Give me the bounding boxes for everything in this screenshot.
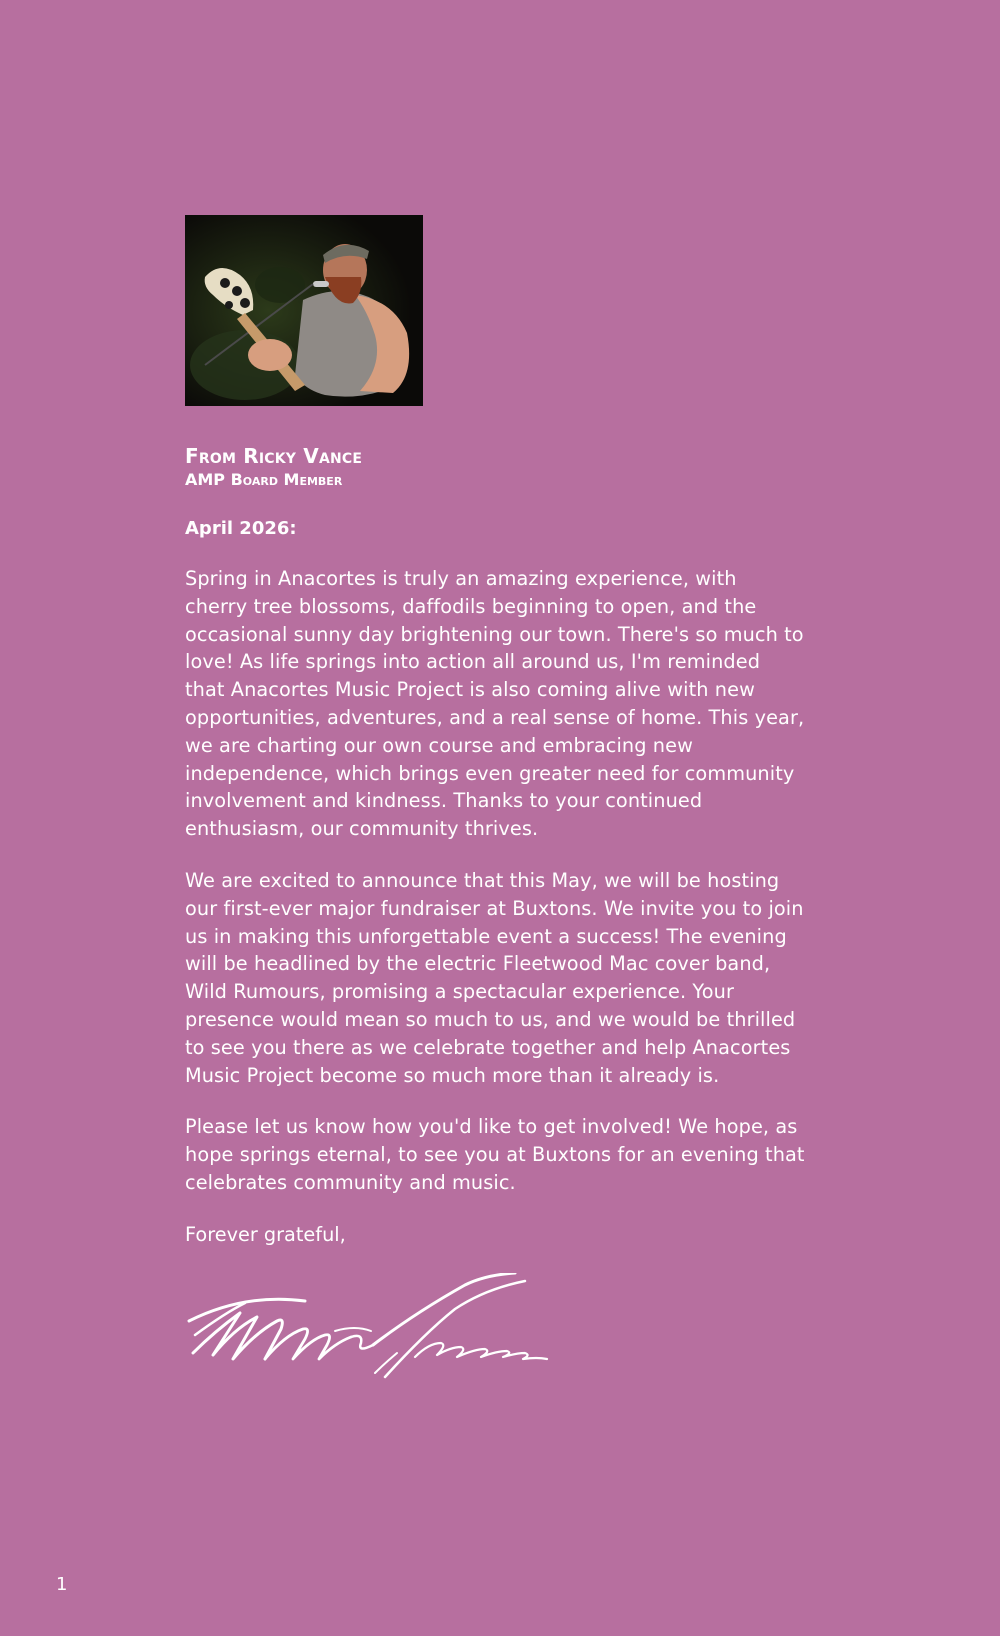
author-name: From Ricky Vance bbox=[185, 444, 363, 468]
letter-paragraph: We are excited to announce that this May, we will be hosting our first-ever major fundraiser at Buxtons. We invite you to join us in making this unforgettable event a success! The evening will be headlined by the electric Fleetwood Mac cover band, Wild Rumours, promising a spectacular experience. Your presence would mean so much to us, and we would be thrilled to see you there as we celebrate together and help Anacortes Music Project become so much more than it already is. bbox=[185, 868, 804, 1087]
page-number: 1 bbox=[56, 1574, 68, 1595]
letter-date: April 2026: bbox=[185, 518, 297, 539]
letter-paragraph: Spring in Anacortes is truly an amazing experience, with cherry tree blossoms, daffodils beginning to open, and the occasional sunny day brightening our town. There's so much to love! As life springs into action all around us, I'm reminded that Anacortes Music Project is also coming alive with new opportunities, adventures, and a real sense of home. This year, we are charting our own course and embracing new independence, which brings even greater need for community involvement and kindness. Thanks to your continued enthusiasm, our community thrives. bbox=[185, 567, 805, 841]
letter-paragraph: Please let us know how you'd like to get involved! We hope, as hope springs eternal, to see you at Buxtons for an evening that celebrates community and music. bbox=[185, 1115, 805, 1194]
letter bbox=[185, 215, 805, 1383]
letter-closing: Forever grateful, bbox=[185, 1222, 346, 1246]
author-role: AMP Board Member bbox=[185, 470, 343, 489]
musician-photo bbox=[185, 215, 423, 406]
handwritten-signature bbox=[185, 1273, 575, 1383]
